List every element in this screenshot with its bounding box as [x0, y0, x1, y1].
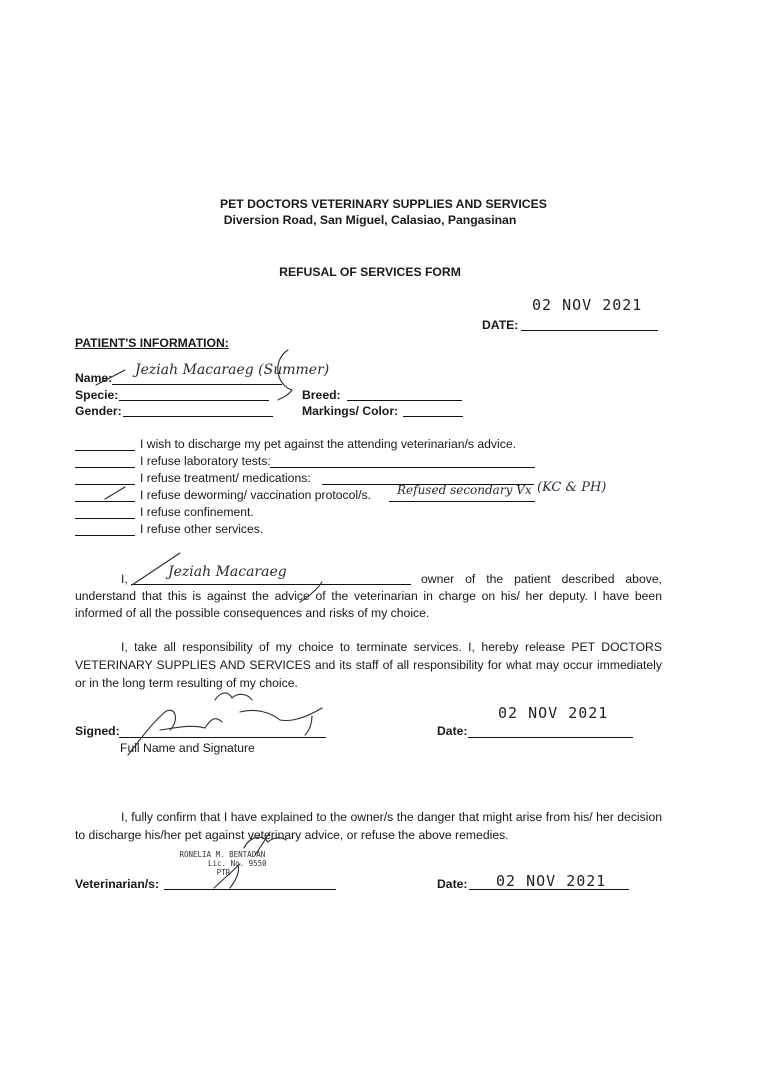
veterinarian-signature-line[interactable]	[164, 889, 336, 890]
option-blank-3[interactable]	[75, 484, 135, 485]
owner-name-line[interactable]	[131, 584, 411, 585]
patient-section-label: PATIENT'S INFORMATION:	[75, 336, 229, 350]
lab-tests-line[interactable]	[270, 467, 535, 468]
option-blank-1[interactable]	[75, 450, 135, 451]
option-treatment: I refuse treatment/ medications:	[140, 471, 311, 485]
signed-label: Signed:	[75, 724, 120, 738]
signed-date-line[interactable]	[468, 737, 633, 738]
date-line-top[interactable]	[521, 330, 658, 331]
statement-line3: informed of all the possible consequences and risks of my choice.	[75, 606, 430, 620]
breed-line[interactable]	[347, 400, 462, 401]
signature-line[interactable]	[119, 737, 326, 738]
company-name: PET DOCTORS VETERINARY SUPPLIES AND SERVICES	[220, 197, 547, 211]
company-address: Diversion Road, San Miguel, Calasiao, Pangasinan	[223, 213, 517, 227]
option-other: I refuse other services.	[140, 522, 264, 536]
option-deworming: I refuse deworming/ vaccination protocol/s.	[140, 488, 371, 502]
date-label-top: DATE:	[482, 318, 519, 332]
specie-line[interactable]	[119, 400, 269, 401]
deworming-check-mark	[105, 487, 125, 499]
confirmation-paragraph: I, fully confirm that I have explained to the owner/s the danger that might arise from his/ her decision to discharge his/her pet against veterinary advice, or refuse the above remedies.	[75, 810, 662, 842]
vet-date-stamp: 02 NOV 2021	[496, 872, 607, 890]
option-blank-2[interactable]	[75, 467, 135, 468]
name-line[interactable]	[112, 384, 282, 385]
patient-name-value: Jeziah Macaraeg (Summer)	[135, 362, 330, 378]
gender-label: Gender:	[75, 404, 122, 418]
signature-caption: Full Name and Signature	[120, 741, 255, 755]
owner-name-value: Jeziah Macaraeg	[168, 564, 287, 580]
statement-line1-rest: owner of the patient described above,	[421, 572, 662, 586]
deworming-extra-note: (KC & PH)	[537, 480, 607, 495]
signed-date-stamp: 02 NOV 2021	[498, 704, 609, 722]
specie-label: Specie:	[75, 388, 119, 402]
deworming-line[interactable]	[389, 501, 535, 502]
name-label: Name:	[75, 371, 113, 385]
option-lab-tests: I refuse laboratory tests:	[140, 454, 271, 468]
option-blank-5[interactable]	[75, 518, 135, 519]
breed-label: Breed:	[302, 388, 341, 402]
form-title: REFUSAL OF SERVICES FORM	[279, 265, 461, 279]
gender-line[interactable]	[123, 416, 273, 417]
vet-stamp: RONELIA M. BENTADAN Lic. No. 9550 PTR	[179, 850, 267, 877]
statement-line2: understand that this is against the advice of the veterinarian in charge on his/ her deputy. I have been	[75, 589, 662, 603]
date-stamp-top: 02 NOV 2021	[532, 296, 643, 314]
option-confinement: I refuse confinement.	[140, 505, 254, 519]
veterinarian-label: Veterinarian/s:	[75, 877, 159, 891]
option-blank-4[interactable]	[75, 501, 135, 502]
responsibility-paragraph: I, take all responsibility of my choice to terminate services. I, hereby release PET DOCTORS VETERINARY SUPPLIES AND SERVICES and its staff of all responsibility for what may occur immediately or in the long term resulting of my choice.	[75, 640, 662, 690]
deworming-note: Refused secondary Vx	[397, 483, 532, 497]
signed-date-label: Date:	[437, 724, 468, 738]
markings-line[interactable]	[403, 416, 463, 417]
statement-prefix: I,	[121, 572, 128, 586]
vet-date-label: Date:	[437, 877, 468, 891]
markings-label: Markings/ Color:	[302, 404, 399, 418]
option-blank-6[interactable]	[75, 535, 135, 536]
option-discharge: I wish to discharge my pet against the attending veterinarian/s advice.	[140, 437, 516, 451]
